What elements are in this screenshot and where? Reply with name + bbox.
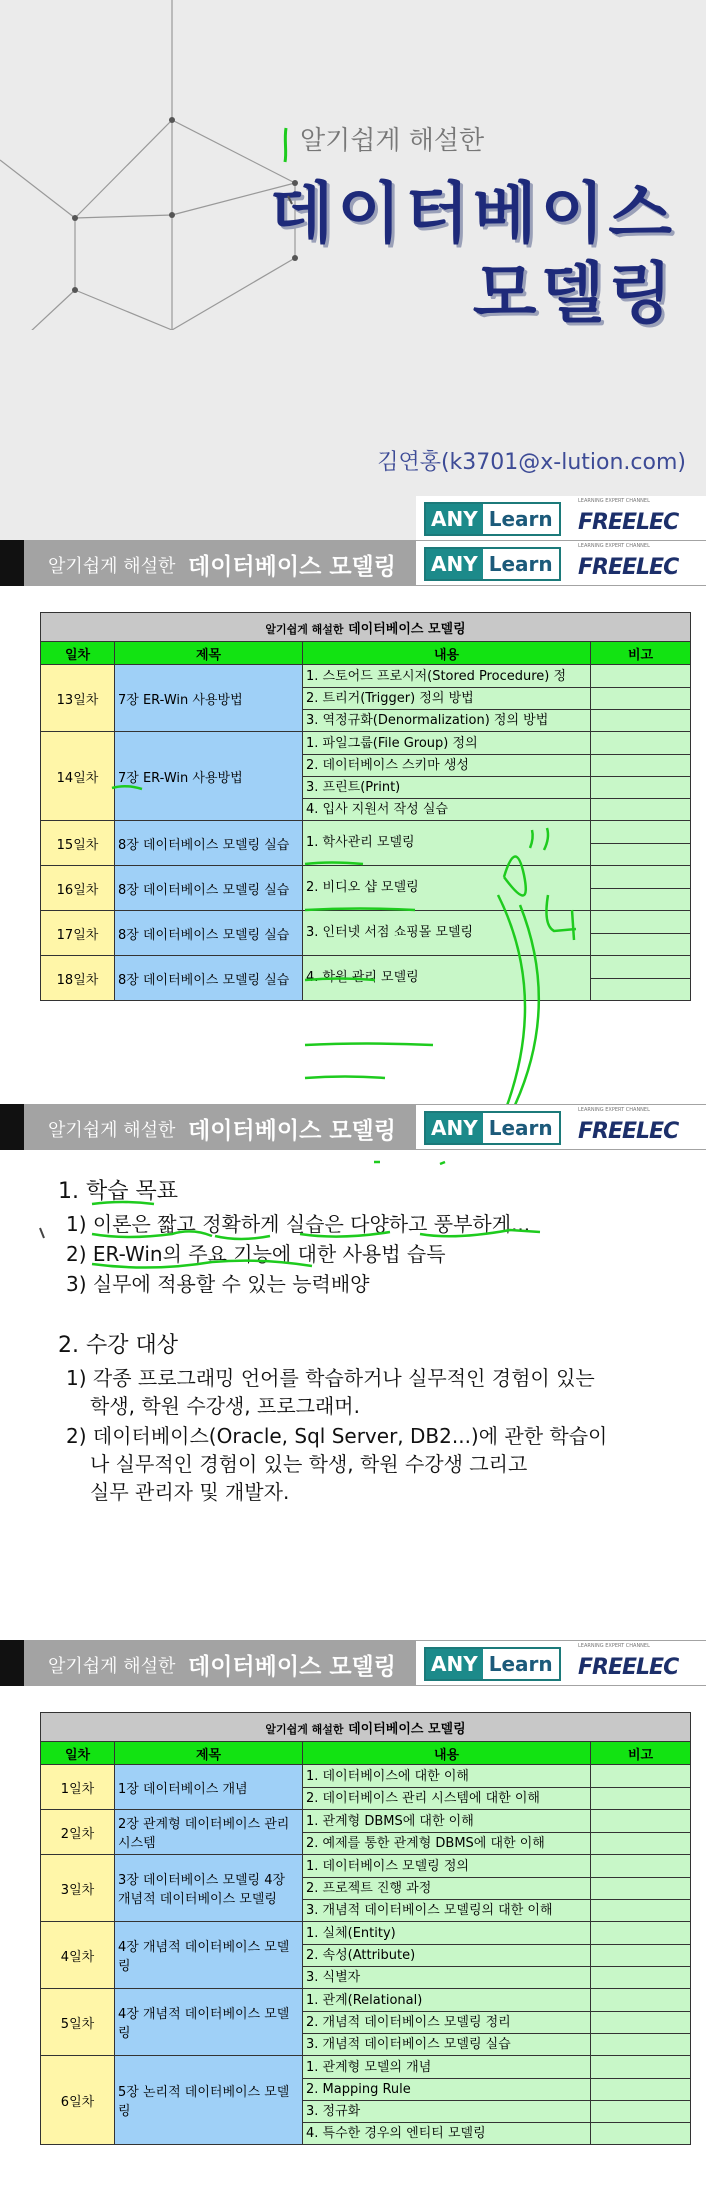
brand-logos bbox=[416, 541, 706, 585]
goal-heading: 1. 학습 목표 bbox=[58, 1179, 178, 1204]
note-line bbox=[591, 957, 690, 979]
day-cell: 13일차 bbox=[41, 665, 115, 732]
content-line: 2. 데이터베이스 스키마 생성 bbox=[303, 755, 590, 777]
table-row bbox=[41, 1810, 691, 1855]
title-cell: 5장 논리적 데이터베이스 모델링 bbox=[115, 2056, 303, 2145]
brand-logos bbox=[416, 1105, 706, 1149]
goal-item-1: 1) 이론은 짧고 정확하게 실습은 다양하고 풍부하게... bbox=[66, 1212, 531, 1236]
author-email: 김연홍(k3701@x-lution.com) bbox=[377, 450, 686, 475]
content-line: 1. 실체(Entity) bbox=[303, 1923, 590, 1945]
content-line: 2. 속성(Attribute) bbox=[303, 1945, 590, 1967]
content-line: 2. 비디오 샵 모델링 bbox=[306, 880, 419, 895]
note-line bbox=[591, 889, 690, 910]
any-logo-text: ANY bbox=[426, 1113, 483, 1143]
content-line: 1. 데이터베이스 모델링 정의 bbox=[303, 1856, 590, 1878]
content-line: 2. 데이터베이스 관리 시스템에 대한 이해 bbox=[306, 1790, 540, 1806]
note-line bbox=[591, 912, 690, 934]
col-header-day: 일차 bbox=[41, 1742, 115, 1765]
note-line bbox=[591, 1967, 690, 1988]
content-line: 1. 관계형 모델의 개념 bbox=[303, 2057, 590, 2079]
col-header-title: 제목 bbox=[115, 642, 303, 665]
freelec-logo bbox=[578, 1643, 678, 1680]
content-line: 4. 학원 관리 모델링 bbox=[306, 970, 419, 985]
any-learn-logo bbox=[424, 1647, 561, 1681]
table-row bbox=[41, 665, 691, 732]
note-line bbox=[591, 2079, 690, 2101]
col-header-day: 일차 bbox=[41, 642, 115, 665]
table-row bbox=[41, 732, 691, 821]
table-caption-big: 데이터베이스 모델링 bbox=[348, 621, 466, 637]
header-title: 데이터베이스 모델링 bbox=[188, 1654, 396, 1680]
slide-title-line1: 데이터베이스 bbox=[269, 175, 676, 252]
content-line: 3. 정규화 bbox=[303, 2101, 590, 2123]
note-cell bbox=[591, 1765, 691, 1810]
header-prefix: 알기쉽게 해설한 bbox=[48, 556, 176, 577]
title-cell: 8장 데이터베이스 모델링 실습 bbox=[115, 956, 303, 1001]
table-caption-row bbox=[41, 613, 691, 642]
note-line bbox=[591, 710, 690, 731]
table-row bbox=[41, 1989, 691, 2056]
note-line bbox=[591, 777, 690, 799]
note-line bbox=[591, 867, 690, 889]
freelec-channel-text: LEARNING EXPERT CHANNEL bbox=[578, 1643, 650, 1649]
note-line bbox=[591, 822, 690, 844]
content-line: 2. 프로젝트 진행 과정 bbox=[303, 1878, 590, 1900]
content-cell bbox=[303, 911, 591, 956]
note-line bbox=[591, 1811, 690, 1833]
note-line bbox=[591, 1878, 690, 1900]
schedule-table-a bbox=[40, 612, 691, 1001]
note-cell bbox=[591, 665, 691, 732]
table-caption-small: 알기쉽게 해설한 bbox=[265, 622, 344, 636]
table-header-row bbox=[41, 1742, 691, 1765]
table-caption bbox=[41, 1713, 691, 1742]
col-header-title: 제목 bbox=[115, 1742, 303, 1765]
note-cell bbox=[591, 956, 691, 1001]
target-heading: 2. 수강 대상 bbox=[58, 1333, 178, 1358]
table-caption-small: 알기쉽게 해설한 bbox=[265, 1722, 344, 1736]
note-line bbox=[591, 1833, 690, 1854]
goal-item-3: 3) 실무에 적용할 수 있는 능력배양 bbox=[66, 1272, 370, 1296]
note-line bbox=[591, 733, 690, 755]
content-line: 1. 데이터베이스에 대한 이해 bbox=[303, 1766, 590, 1788]
content-line: 1. 학사관리 모델링 bbox=[306, 835, 415, 850]
content-cell bbox=[303, 732, 591, 821]
content-cell bbox=[303, 665, 591, 732]
any-learn-logo bbox=[424, 1111, 561, 1145]
table-row bbox=[41, 956, 691, 1001]
table-row bbox=[41, 1922, 691, 1989]
content-line: 2. Mapping Rule bbox=[303, 2079, 590, 2101]
note-line bbox=[591, 934, 690, 955]
content-cell bbox=[303, 1765, 591, 1810]
header-black-block bbox=[0, 1640, 24, 1686]
content-line: 2. 트리거(Trigger) 정의 방법 bbox=[303, 688, 590, 710]
freelec-logo-text: FREELEC bbox=[578, 555, 679, 580]
any-learn-logo bbox=[424, 547, 561, 581]
header-bar bbox=[0, 540, 706, 586]
content-line: 2. 예제를 통한 관계형 DBMS에 대한 이해 bbox=[306, 1835, 545, 1851]
title-cell: 1장 데이터베이스 개념 bbox=[115, 1765, 303, 1810]
day-cell: 16일차 bbox=[41, 866, 115, 911]
day-cell: 18일차 bbox=[41, 956, 115, 1001]
header-bar bbox=[0, 1640, 706, 1686]
note-cell bbox=[591, 866, 691, 911]
freelec-channel-text: LEARNING EXPERT CHANNEL bbox=[578, 498, 650, 504]
title-cell: 8장 데이터베이스 모델링 실습 bbox=[115, 866, 303, 911]
day-cell: 2일차 bbox=[41, 1810, 115, 1855]
note-line bbox=[591, 1856, 690, 1878]
any-logo-text: ANY bbox=[426, 504, 483, 534]
content-cell bbox=[303, 1922, 591, 1989]
freelec-logo bbox=[578, 543, 678, 580]
freelec-logo bbox=[578, 498, 678, 535]
target-item-1b: 학생, 학원 수강생, 프로그래머. bbox=[90, 1394, 360, 1418]
content-cell bbox=[303, 2056, 591, 2145]
day-cell: 14일차 bbox=[41, 732, 115, 821]
content-line: 1. 파일그룹(File Group) 정의 bbox=[303, 733, 590, 755]
schedule-table-b bbox=[40, 1712, 691, 2145]
table-row bbox=[41, 1855, 691, 1922]
header-title: 데이터베이스 모델링 bbox=[188, 554, 396, 580]
note-line bbox=[591, 2034, 690, 2055]
title-cell: 4장 개념적 데이터베이스 모델링 bbox=[115, 1922, 303, 1989]
goal-item-2: 2) ER-Win의 주요 기능에 대한 사용법 습득 bbox=[66, 1242, 446, 1266]
day-cell: 3일차 bbox=[41, 1855, 115, 1922]
note-line bbox=[591, 1990, 690, 2012]
target-item-2b: 나 실무적인 경험이 있는 학생, 학원 수강생 그리고 bbox=[90, 1452, 528, 1476]
title-cell: 2장 관계형 데이터베이스 관리 시스템 bbox=[115, 1810, 303, 1855]
freelec-channel-text: LEARNING EXPERT CHANNEL bbox=[578, 543, 650, 549]
col-header-content: 내용 bbox=[303, 1742, 591, 1765]
table-caption bbox=[41, 613, 691, 642]
title-cell: 8장 데이터베이스 모델링 실습 bbox=[115, 821, 303, 866]
note-line bbox=[591, 2101, 690, 2123]
col-header-note: 비고 bbox=[591, 1742, 691, 1765]
note-line bbox=[591, 1788, 690, 1809]
header-prefix: 알기쉽게 해설한 bbox=[48, 1120, 176, 1141]
slide-title-line2: 모델링 bbox=[472, 255, 676, 332]
learn-logo-text: Learn bbox=[488, 1116, 553, 1140]
title-cell: 8장 데이터베이스 모델링 실습 bbox=[115, 911, 303, 956]
slide-subtitle: 알기쉽게 해설한 bbox=[300, 126, 485, 156]
target-item-2c: 실무 관리자 및 개발자. bbox=[90, 1480, 290, 1504]
note-cell bbox=[591, 2056, 691, 2145]
table-body bbox=[41, 665, 691, 1001]
table-body bbox=[41, 1765, 691, 2145]
table-caption-row bbox=[41, 1713, 691, 1742]
title-cell: 7장 ER-Win 사용방법 bbox=[115, 732, 303, 821]
day-cell: 6일차 bbox=[41, 2056, 115, 2145]
note-cell bbox=[591, 732, 691, 821]
note-cell bbox=[591, 911, 691, 956]
note-line bbox=[591, 666, 690, 688]
header-black-block bbox=[0, 1104, 24, 1150]
content-line: 4. 입사 지원서 작성 실습 bbox=[306, 801, 448, 817]
day-cell: 15일차 bbox=[41, 821, 115, 866]
note-line bbox=[591, 1923, 690, 1945]
note-line bbox=[591, 799, 690, 820]
content-line: 2. 개념적 데이터베이스 모델링 정리 bbox=[303, 2012, 590, 2034]
learn-logo-text: Learn bbox=[488, 552, 553, 576]
content-line: 1. 관계(Relational) bbox=[303, 1990, 590, 2012]
table-row bbox=[41, 911, 691, 956]
brand-logos bbox=[416, 1641, 706, 1685]
title-slide bbox=[0, 0, 706, 540]
table-row bbox=[41, 866, 691, 911]
freelec-logo-text: FREELEC bbox=[578, 1655, 679, 1680]
content-line: 3. 역정규화(Denormalization) 정의 방법 bbox=[306, 712, 549, 728]
note-line bbox=[591, 1900, 690, 1921]
col-header-note: 비고 bbox=[591, 642, 691, 665]
note-cell bbox=[591, 1989, 691, 2056]
title-cell: 7장 ER-Win 사용방법 bbox=[115, 665, 303, 732]
day-cell: 1일차 bbox=[41, 1765, 115, 1810]
target-item-1a: 1) 각종 프로그래밍 언어를 학습하거나 실무적인 경험이 있는 bbox=[66, 1366, 595, 1390]
header-black-block bbox=[0, 540, 24, 586]
any-learn-logo bbox=[424, 502, 561, 536]
title-cell: 4장 개념적 데이터베이스 모델링 bbox=[115, 1989, 303, 2056]
note-cell bbox=[591, 821, 691, 866]
content-line: 3. 식별자 bbox=[306, 1969, 361, 1985]
content-line: 3. 개념적 데이터베이스 모델링의 대한 이해 bbox=[306, 1902, 553, 1918]
content-line: 3. 개념적 데이터베이스 모델링 실습 bbox=[306, 2036, 511, 2052]
any-logo-text: ANY bbox=[426, 1649, 483, 1679]
freelec-logo-text: FREELEC bbox=[578, 510, 679, 535]
col-header-content: 내용 bbox=[303, 642, 591, 665]
content-cell bbox=[303, 1855, 591, 1922]
content-cell bbox=[303, 866, 591, 911]
content-line: 3. 인터넷 서점 쇼핑몰 모델링 bbox=[306, 925, 474, 940]
objectives-slide bbox=[0, 1104, 706, 1590]
freelec-channel-text: LEARNING EXPERT CHANNEL bbox=[578, 1107, 650, 1113]
note-line bbox=[591, 1766, 690, 1788]
note-cell bbox=[591, 1855, 691, 1922]
table-caption-big: 데이터베이스 모델링 bbox=[348, 1721, 466, 1737]
learn-logo-text: Learn bbox=[488, 1652, 553, 1676]
note-line bbox=[591, 688, 690, 710]
any-logo-text: ANY bbox=[426, 549, 483, 579]
header-bar bbox=[0, 1104, 706, 1150]
header-prefix: 알기쉽게 해설한 bbox=[48, 1656, 176, 1677]
note-cell bbox=[591, 1810, 691, 1855]
note-line bbox=[591, 979, 690, 1000]
learn-logo-text: Learn bbox=[488, 507, 553, 531]
table-header-row bbox=[41, 642, 691, 665]
day-cell: 4일차 bbox=[41, 1922, 115, 1989]
note-line bbox=[591, 755, 690, 777]
content-cell bbox=[303, 956, 591, 1001]
target-item-2a: 2) 데이터베이스(Oracle, Sql Server, DB2...)에 관한 학습이 bbox=[66, 1424, 608, 1448]
day-cell: 17일차 bbox=[41, 911, 115, 956]
note-line bbox=[591, 844, 690, 865]
note-cell bbox=[591, 1922, 691, 1989]
content-line: 1. 스토어드 프로시저(Stored Procedure) 정 bbox=[303, 666, 590, 688]
header-title: 데이터베이스 모델링 bbox=[188, 1118, 396, 1144]
content-cell bbox=[303, 1989, 591, 2056]
content-line: 1. 관계형 DBMS에 대한 이해 bbox=[303, 1811, 590, 1833]
freelec-logo bbox=[578, 1107, 678, 1144]
content-cell bbox=[303, 1810, 591, 1855]
table-row bbox=[41, 821, 691, 866]
content-line: 4. 특수한 경우의 엔티티 모델링 bbox=[306, 2125, 486, 2141]
title-cell: 3장 데이터베이스 모델링 4장 개념적 데이터베이스 모델링 bbox=[115, 1855, 303, 1922]
note-line bbox=[591, 2012, 690, 2034]
content-cell bbox=[303, 821, 591, 866]
note-line bbox=[591, 2057, 690, 2079]
day-cell: 5일차 bbox=[41, 1989, 115, 2056]
table-row bbox=[41, 1765, 691, 1810]
content-line: 3. 프린트(Print) bbox=[303, 777, 590, 799]
note-line bbox=[591, 1945, 690, 1967]
note-line bbox=[591, 2123, 690, 2144]
brand-logos bbox=[416, 496, 706, 540]
table-row bbox=[41, 2056, 691, 2145]
freelec-logo-text: FREELEC bbox=[578, 1119, 679, 1144]
